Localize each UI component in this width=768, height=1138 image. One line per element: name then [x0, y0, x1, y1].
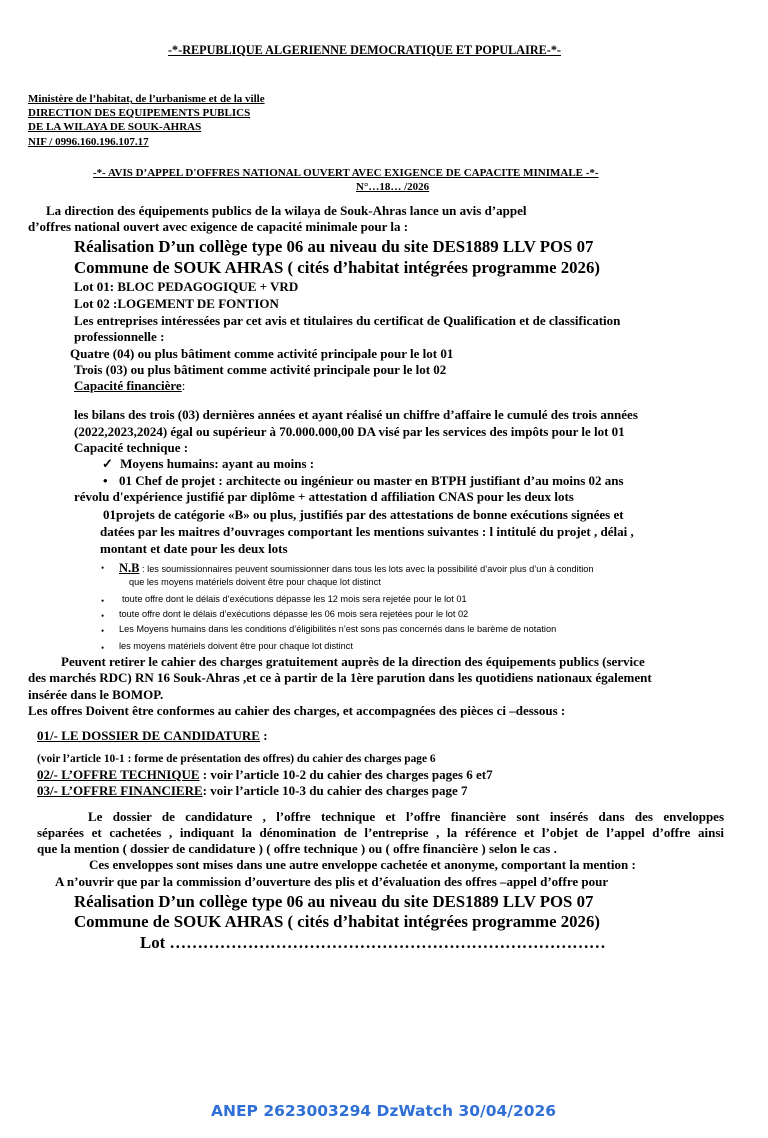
eligibility-text-1: Les entreprises intéressées par cet avis et titulaires du certificat de Qualification et de classification	[74, 313, 621, 328]
lot-2: Lot 02 :LOGEMENT DE FONTION	[74, 296, 279, 311]
requirement-lot-2: Trois (03) ou plus bâtiment comme activité principale pour le lot 02	[74, 362, 447, 377]
financial-heading-colon: :	[181, 378, 186, 393]
envelopes-line-4: Ces enveloppes sont mises dans une autre enveloppe cachetée et anonyme, comportant la mention :	[89, 857, 636, 872]
republic-header: -*-REPUBLIQUE ALGERIENNE DEMOCRATIQUE ET POPULAIRE-*-	[168, 43, 561, 57]
nb-text: : les soumissionnaires peuvent soumissionner dans tous les lots avec la possibilité d’avoir plus d’un à condition	[139, 564, 594, 574]
projects-line-1: 01projets de catégorie «B» ou plus, justifiés par des attestations de bonne exécutions signées et	[103, 507, 624, 522]
bullet-icon: •	[101, 643, 105, 653]
financial-line-1: les bilans des trois (03) dernières années et ayant réalisé un chiffre d’affaire le cumulé des trois années	[74, 407, 638, 422]
bullet-icon: •	[101, 596, 105, 606]
project-title-2: Commune de SOUK AHRAS ( cités d’habitat intégrées programme 2026)	[74, 258, 600, 277]
note-item-2: toute offre dont le délais d’exécutions dépasse les 06 mois sera rejetées pour le lot 02	[119, 609, 469, 619]
project-chief-line-1: 01 Chef de projet : architecte ou ingénieur ou master en BTPH justifiant d’au moins 02 ans	[119, 473, 624, 488]
bullet-icon: •	[101, 626, 105, 636]
projects-line-3: montant et date pour les deux lots	[100, 541, 288, 556]
intro-line-1: La direction des équipements publics de la wilaya de Souk-Ahras lance un avis d’appel	[46, 203, 527, 218]
nb-note	[119, 561, 594, 575]
ministry-line-1: Ministère de l’habitat, de l’urbanisme et de la ville	[28, 93, 265, 105]
technical-heading: Capacité technique :	[74, 440, 189, 455]
projects-line-2: datées par les maitres d’ouvrages comportant les mentions suivantes : l intitulé du projet , délai ,	[100, 524, 634, 539]
nb-label: N.B	[119, 561, 140, 575]
withdrawal-line-3: insérée dans le BOMOP.	[28, 687, 164, 702]
notice-number: N°…18… /2026	[356, 181, 430, 193]
document-financial-detail: : voir l’article 10-3 du cahier des charges page 7	[202, 783, 468, 798]
ministry-nif: NIF / 0996.160.196.107.17	[28, 136, 149, 148]
withdrawal-line-1: Peuvent retirer le cahier des charges gratuitement auprès de la direction des équipements publics (service	[61, 654, 645, 669]
financial-heading	[74, 379, 185, 394]
document-financial-label: 03/- L’OFFRE FINANCIERE	[37, 783, 203, 798]
document-technical-detail: : voir l’article 10-2 du cahier des charges pages 6 et7	[199, 767, 493, 782]
footer-reference: ANEP 2623003294 DzWatch 30/04/2026	[211, 1102, 557, 1120]
intro-line-2: d’offres national ouvert avec exigence de capacité minimale pour la :	[28, 219, 409, 234]
withdrawal-line-2: des marchés RDC) RN 16 Souk-Ahras ,et ce à partir de la 1ère parution dans les quotidiens nationaux également	[28, 670, 652, 685]
human-means-label: Moyens humains: ayant au moins :	[120, 456, 315, 471]
note-item-3: Les Moyens humains dans les conditions d’éligibilités n’est sons pas concernés dans le barème de notation	[119, 624, 557, 634]
envelopes-line-2: séparées et cachetées , indiquant la dénomination de l’entreprise , la référence et l’objet de l’appel d’offre ainsi	[37, 825, 724, 840]
document-financial	[37, 784, 468, 799]
bullet-icon: •	[101, 563, 105, 573]
envelopes-line-1: Le dossier de candidature , l’offre technique et l’offre financière sont insérés dans des enveloppes	[88, 809, 724, 824]
project-title-1: Réalisation D’un collège type 06 au niveau du site DES1889 LLV POS 07	[74, 237, 594, 256]
envelope-lot-line: Lot ……………………………………………………………………	[140, 933, 606, 952]
ministry-line-3: DE LA WILAYA DE SOUK-AHRAS	[28, 121, 202, 133]
human-means-item	[102, 457, 314, 472]
document-candidature-colon: :	[259, 728, 268, 743]
requirement-lot-1: Quatre (04) ou plus bâtiment comme activité principale pour le lot 01	[70, 346, 454, 361]
note-item-1: toute offre dont le délais d’exécutions dépasse les 12 mois sera rejetée pour le lot 01	[122, 594, 467, 604]
document-technical-label: 02/- L’OFFRE TECHNIQUE	[37, 767, 200, 782]
envelope-project-title-1: Réalisation D’un collège type 06 au niveau du site DES1889 LLV POS 07	[74, 892, 594, 911]
lot-1: Lot 01: BLOC PEDAGOGIQUE + VRD	[74, 279, 299, 294]
envelope-project-title-2: Commune de SOUK AHRAS ( cités d’habitat intégrées programme 2026)	[74, 912, 600, 931]
ministry-line-2: DIRECTION DES EQUIPEMENTS PUBLICS	[28, 107, 251, 119]
financial-heading-label: Capacité financière	[74, 378, 182, 393]
document-technical	[37, 768, 493, 783]
notice-title: -*- AVIS D’APPEL D'OFFRES NATIONAL OUVERT AVEC EXIGENCE DE CAPACITE MINIMALE -*-	[93, 167, 599, 179]
document-candidature-label: 01/- LE DOSSIER DE CANDIDATURE	[37, 728, 260, 743]
nb-note-line-2: que les moyens matériels doivent être pour chaque lot distinct	[129, 577, 381, 587]
envelopes-line-3: que la mention ( dossier de candidature ) ( offre technique ) ou ( offre financière ) selon le cas .	[37, 841, 557, 856]
eligibility-text-2: professionnelle :	[74, 329, 165, 344]
document-candidature-detail: (voir l’article 10-1 : forme de présentation des offres) du cahier des charges page 6	[37, 753, 436, 765]
financial-line-2: (2022,2023,2024) égal ou supérieur à 70.000.000,00 DA visé par les services des impôts pour le lot 01	[74, 424, 625, 439]
bullet-icon: •	[101, 611, 105, 621]
bullet-icon: •	[103, 473, 108, 488]
project-chief-line-2: révolu d'expérience justifié par diplôme + attestation d affiliation CNAS pour les deux lots	[74, 489, 574, 504]
document-candidature	[37, 729, 268, 744]
checkmark-icon: ✓	[102, 456, 113, 471]
note-item-4: les moyens matériels doivent être pour chaque lot distinct	[119, 641, 353, 651]
withdrawal-line-4: Les offres Doivent être conformes au cahier des charges, et accompagnées des pièces ci –dessous :	[28, 703, 566, 718]
envelopes-line-5: A n’ouvrir que par la commission d’ouverture des plis et d’évaluation des offres –appel d’offre pour	[55, 874, 609, 889]
